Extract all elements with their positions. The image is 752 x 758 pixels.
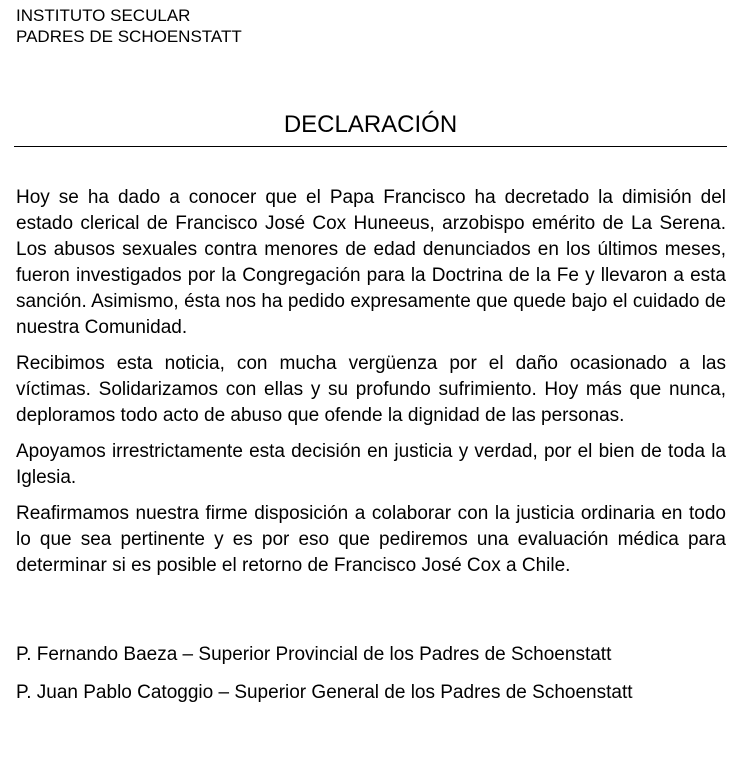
paragraph-1: Hoy se ha dado a conocer que el Papa Francisco ha decretado la dimisión del estado clerical de Francisco José Cox Huneeus, arzobispo emérito de La Serena. Los abusos sexuales contra menores de edad denunciados en los últimos meses, fueron investigados por la Congregación para la Doctrina de la Fe y llevaron a esta sanción. Asimismo, ésta nos ha pedido expresamente que quede bajo el cuidado de nuestra Comunidad. [16, 187, 726, 338]
signature-2: P. Juan Pablo Catoggio – Superior General de los Padres de Schoenstatt [16, 682, 633, 703]
institution-header [16, 5, 242, 47]
title-divider [14, 146, 727, 147]
paragraph-3: Apoyamos irrestrictamente esta decisión en justicia y verdad, por el bien de toda la Iglesia. [16, 441, 726, 488]
signature-block [16, 642, 736, 718]
header-line-2: PADRES DE SCHOENSTATT [16, 27, 242, 46]
declaration-body [16, 185, 726, 589]
paragraph-2: Recibimos esta noticia, con mucha vergüenza por el daño ocasionado a las víctimas. Solidarizamos con ellas y su profundo sufrimiento. Hoy más que nunca, deploramos todo acto de abuso que ofende la dignidad de las personas. [16, 353, 726, 426]
header-line-1: INSTITUTO SECULAR [16, 6, 191, 25]
paragraph-4: Reafirmamos nuestra firme disposición a colaborar con la justicia ordinaria en todo lo que sea pertinente y es por eso que pediremos una evaluación médica para determinar si es posible el retorno de Francisco José Cox a Chile. [16, 503, 726, 576]
signature-1: P. Fernando Baeza – Superior Provincial de los Padres de Schoenstatt [16, 644, 612, 665]
document-title: DECLARACIÓN [283, 111, 458, 138]
